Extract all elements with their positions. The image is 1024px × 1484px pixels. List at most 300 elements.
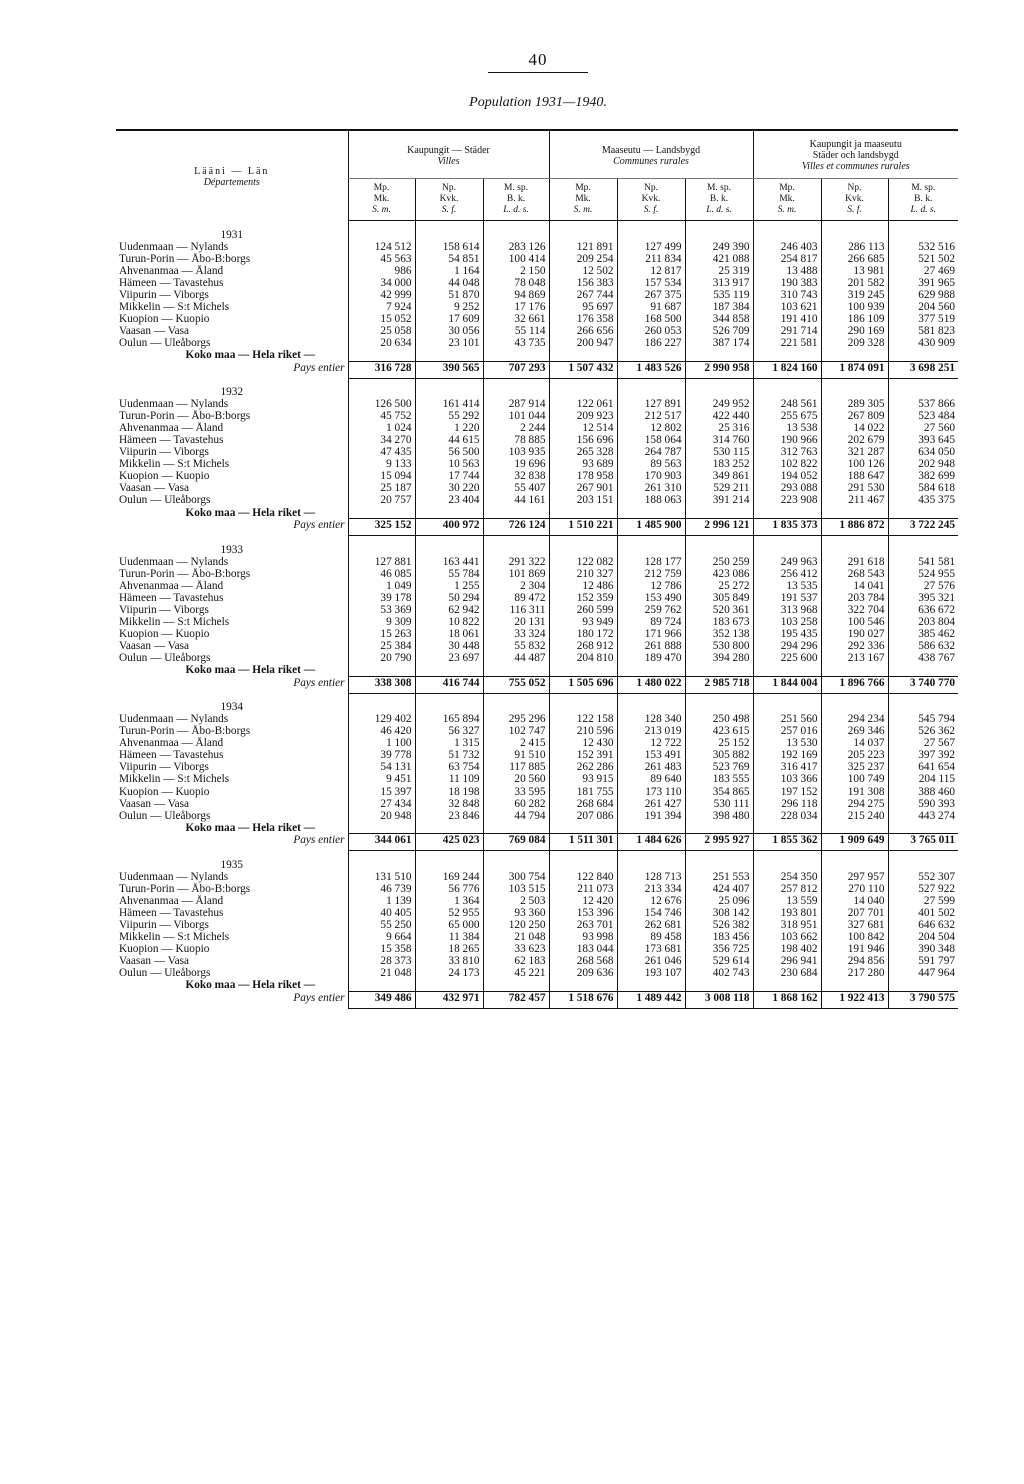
column-header <box>617 179 685 221</box>
year-row <box>116 536 958 556</box>
total-label-fi: Koko maa — Hela riket — <box>185 821 316 834</box>
table-cell: 183 673 <box>685 616 753 628</box>
table-cell: 100 749 <box>821 773 888 785</box>
total-cell: 1 511 301 <box>549 834 617 851</box>
empty-cell <box>348 693 415 713</box>
table-cell: 294 234 <box>821 713 888 725</box>
table-cell: 207 086 <box>549 810 617 822</box>
department-name: Mikkelin — S:t Michels <box>119 458 230 471</box>
department-name: Ahvenanmaa — Åland <box>119 579 224 592</box>
table-row <box>116 265 958 277</box>
table-cell: 527 922 <box>888 883 958 895</box>
table-cell: 39 178 <box>348 592 415 604</box>
table-cell: 261 888 <box>617 640 685 652</box>
table-cell: 100 842 <box>821 931 888 943</box>
column-header-line: S. m. <box>573 205 593 215</box>
table-cell: 225 600 <box>753 652 821 664</box>
table-cell: 153 396 <box>549 907 617 919</box>
table-cell: 215 240 <box>821 810 888 822</box>
total-cell: 1 874 091 <box>821 361 888 378</box>
table-cell: 424 407 <box>685 883 753 895</box>
table-row <box>116 871 958 883</box>
empty-cell <box>888 851 958 871</box>
table-cell: 188 647 <box>821 470 888 482</box>
table-cell: 260 599 <box>549 604 617 616</box>
column-header-line: S. f. <box>847 205 862 215</box>
column-header-line: L. d. s. <box>706 205 732 215</box>
department-name: Oulun — Uleåborgs <box>119 336 211 349</box>
table-cell: 25 319 <box>685 265 753 277</box>
table-cell: 590 393 <box>888 798 958 810</box>
table-cell: 101 044 <box>483 410 549 422</box>
table-cell: 12 514 <box>549 422 617 434</box>
column-header <box>415 179 483 221</box>
total-cell: 1 505 696 <box>549 676 617 693</box>
empty-cell <box>415 979 483 991</box>
table-cell: 78 885 <box>483 434 549 446</box>
table-cell: 1 139 <box>348 895 415 907</box>
table-cell: 986 <box>348 265 415 277</box>
table-cell: 25 152 <box>685 737 753 749</box>
table-cell: 165 894 <box>415 713 483 725</box>
table-cell: 221 581 <box>753 337 821 349</box>
table-cell: 25 272 <box>685 580 753 592</box>
table-row <box>116 580 958 592</box>
table-cell: 300 754 <box>483 871 549 883</box>
table-cell: 430 909 <box>888 337 958 349</box>
table-cell: 93 360 <box>483 907 549 919</box>
group-total-sv: Städer och landsbygd <box>812 150 899 161</box>
table-cell: 124 512 <box>348 241 415 253</box>
empty-cell <box>348 378 415 398</box>
department-name: Kuopion — Kuopio <box>119 470 210 483</box>
table-cell: 94 869 <box>483 289 549 301</box>
table-cell: 131 510 <box>348 871 415 883</box>
table-cell: 264 787 <box>617 446 685 458</box>
table-cell: 170 903 <box>617 470 685 482</box>
table-cell: 191 946 <box>821 943 888 955</box>
table-cell: 186 109 <box>821 313 888 325</box>
table-cell: 193 801 <box>753 907 821 919</box>
table-cell: 584 618 <box>888 482 958 494</box>
table-cell: 12 430 <box>549 737 617 749</box>
table-cell: 1 255 <box>415 580 483 592</box>
table-cell: 530 800 <box>685 640 753 652</box>
department-name: Uudenmaan — Nylands <box>119 870 229 883</box>
table-cell: 12 722 <box>617 737 685 749</box>
table-cell: 190 027 <box>821 628 888 640</box>
table-cell: 268 912 <box>549 640 617 652</box>
table-cell: 197 152 <box>753 786 821 798</box>
column-header-line: M. sp. <box>911 183 936 193</box>
table-cell: 443 274 <box>888 810 958 822</box>
table-row <box>116 301 958 313</box>
department-name: Turun-Porin — Åbo-B:borgs <box>119 725 251 738</box>
table-cell: 266 685 <box>821 253 888 265</box>
table-cell: 634 050 <box>888 446 958 458</box>
table-cell: 537 866 <box>888 398 958 410</box>
empty-cell <box>821 851 888 871</box>
column-header-line: S. f. <box>441 205 457 215</box>
table-cell: 249 952 <box>685 398 753 410</box>
table-cell: 266 656 <box>549 325 617 337</box>
table-cell: 189 470 <box>617 652 685 664</box>
table-cell: 116 311 <box>483 604 549 616</box>
table-cell: 194 052 <box>753 470 821 482</box>
table-cell: 268 684 <box>549 798 617 810</box>
table-cell: 294 296 <box>753 640 821 652</box>
total-row <box>116 519 958 536</box>
empty-cell <box>483 536 549 556</box>
department-name: Viipurin — Viborgs <box>119 918 209 931</box>
empty-cell <box>483 378 549 398</box>
total-cell: 325 152 <box>348 519 415 536</box>
table-cell: 294 275 <box>821 798 888 810</box>
table-cell: 89 563 <box>617 458 685 470</box>
table-cell: 122 840 <box>549 871 617 883</box>
table-cell: 267 809 <box>821 410 888 422</box>
table-cell: 153 491 <box>617 749 685 761</box>
column-header-line: B. k. <box>914 194 933 204</box>
table-cell: 397 392 <box>888 749 958 761</box>
table-cell: 195 435 <box>753 628 821 640</box>
table-cell: 19 696 <box>483 458 549 470</box>
table-cell: 30 220 <box>415 482 483 494</box>
table-cell: 55 832 <box>483 640 549 652</box>
table-cell: 65 000 <box>415 919 483 931</box>
year-row <box>116 378 958 398</box>
table-cell: 17 609 <box>415 313 483 325</box>
table-cell: 9 309 <box>348 616 415 628</box>
table-cell: 56 327 <box>415 725 483 737</box>
table-cell: 100 414 <box>483 253 549 265</box>
table-cell: 268 568 <box>549 955 617 967</box>
table-cell: 1 100 <box>348 737 415 749</box>
table-cell: 91 687 <box>617 301 685 313</box>
total-cell: 1 855 362 <box>753 834 821 851</box>
table-cell: 24 173 <box>415 967 483 979</box>
total-label-fr: Pays entier <box>293 834 345 847</box>
table-cell: 25 384 <box>348 640 415 652</box>
table-cell: 387 174 <box>685 337 753 349</box>
empty-cell <box>821 349 888 361</box>
total-cell: 1 824 160 <box>753 361 821 378</box>
table-cell: 122 082 <box>549 556 617 568</box>
table-cell: 203 151 <box>549 494 617 506</box>
column-header-line: M. sp. <box>706 183 732 193</box>
table-row <box>116 277 958 289</box>
column-header-line: Mk. <box>373 194 390 204</box>
table-cell: 259 762 <box>617 604 685 616</box>
column-header-line: S. f. <box>643 205 659 215</box>
department-name: Uudenmaan — Nylands <box>119 555 229 568</box>
table-cell: 254 350 <box>753 871 821 883</box>
table-cell: 289 305 <box>821 398 888 410</box>
table-cell: 20 757 <box>348 494 415 506</box>
table-cell: 89 640 <box>617 773 685 785</box>
year-label: 1933 <box>220 543 244 556</box>
empty-cell <box>549 664 617 676</box>
table-cell: 228 034 <box>753 810 821 822</box>
table-cell: 27 567 <box>888 737 958 749</box>
table-cell: 385 462 <box>888 628 958 640</box>
table-cell: 52 955 <box>415 907 483 919</box>
total-label-row <box>116 507 958 519</box>
table-cell: 1 220 <box>415 422 483 434</box>
table-cell: 394 280 <box>685 652 753 664</box>
total-cell: 1 489 442 <box>617 991 685 1008</box>
table-cell: 322 704 <box>821 604 888 616</box>
table-cell: 44 161 <box>483 494 549 506</box>
year-row <box>116 851 958 871</box>
department-name: Kuopion — Kuopio <box>119 785 210 798</box>
table-row <box>116 494 958 506</box>
table-cell: 13 538 <box>753 422 821 434</box>
table-cell: 316 417 <box>753 761 821 773</box>
year-row <box>116 221 958 241</box>
table-cell: 541 581 <box>888 556 958 568</box>
department-name: Mikkelin — S:t Michels <box>119 773 230 786</box>
empty-cell <box>483 664 549 676</box>
table-cell: 30 448 <box>415 640 483 652</box>
table-cell: 402 743 <box>685 967 753 979</box>
table-cell: 56 500 <box>415 446 483 458</box>
total-cell: 416 744 <box>415 676 483 693</box>
total-cell: 1 844 004 <box>753 676 821 693</box>
table-cell: 44 048 <box>415 277 483 289</box>
empty-cell <box>617 822 685 834</box>
empty-cell <box>415 664 483 676</box>
total-cell: 3 790 575 <box>888 991 958 1008</box>
table-cell: 18 265 <box>415 943 483 955</box>
table-cell: 91 510 <box>483 749 549 761</box>
column-header-line: Kvk. <box>845 194 864 204</box>
department-name: Turun-Porin — Åbo-B:borgs <box>119 410 251 423</box>
empty-cell <box>888 664 958 676</box>
table-cell: 27 560 <box>888 422 958 434</box>
table-cell: 248 561 <box>753 398 821 410</box>
table-cell: 127 881 <box>348 556 415 568</box>
table-cell: 32 848 <box>415 798 483 810</box>
table-cell: 103 935 <box>483 446 549 458</box>
empty-cell <box>888 221 958 241</box>
table-cell: 202 679 <box>821 434 888 446</box>
empty-cell <box>685 221 753 241</box>
table-cell: 265 328 <box>549 446 617 458</box>
table-cell: 217 280 <box>821 967 888 979</box>
department-name: Hämeen — Tavastehus <box>119 749 224 762</box>
department-name: Uudenmaan — Nylands <box>119 398 229 411</box>
table-cell: 2 415 <box>483 737 549 749</box>
table-row <box>116 640 958 652</box>
group-rural-fr: Communes rurales <box>613 155 689 167</box>
column-header-line: Np. <box>644 183 658 193</box>
empty-cell <box>821 378 888 398</box>
table-cell: 183 252 <box>685 458 753 470</box>
column-header-line: B. k. <box>506 194 526 204</box>
table-cell: 120 250 <box>483 919 549 931</box>
table-cell: 1 164 <box>415 265 483 277</box>
empty-cell <box>549 693 617 713</box>
empty-cell <box>821 664 888 676</box>
table-cell: 2 304 <box>483 580 549 592</box>
table-row <box>116 810 958 822</box>
table-cell: 209 636 <box>549 967 617 979</box>
table-cell: 103 258 <box>753 616 821 628</box>
group-total-fr: Villes et communes rurales <box>801 161 910 172</box>
table-cell: 34 000 <box>348 277 415 289</box>
table-cell: 313 968 <box>753 604 821 616</box>
total-cell: 1 868 162 <box>753 991 821 1008</box>
table-cell: 20 131 <box>483 616 549 628</box>
department-name: Kuopion — Kuopio <box>119 312 210 325</box>
total-cell: 1 835 373 <box>753 519 821 536</box>
empty-cell <box>549 979 617 991</box>
table-cell: 55 407 <box>483 482 549 494</box>
table-cell: 117 885 <box>483 761 549 773</box>
table-cell: 251 560 <box>753 713 821 725</box>
table-cell: 198 402 <box>753 943 821 955</box>
table-cell: 398 480 <box>685 810 753 822</box>
table-cell: 352 138 <box>685 628 753 640</box>
table-cell: 205 223 <box>821 749 888 761</box>
table-cell: 103 515 <box>483 883 549 895</box>
table-cell: 9 252 <box>415 301 483 313</box>
table-cell: 204 560 <box>888 301 958 313</box>
department-name: Mikkelin — S:t Michels <box>119 931 230 944</box>
table-cell: 14 037 <box>821 737 888 749</box>
table-cell: 46 420 <box>348 725 415 737</box>
total-cell: 3 722 245 <box>888 519 958 536</box>
total-label-fi: Koko maa — Hela riket — <box>185 506 316 519</box>
group-towns-fr: Villes <box>437 155 460 167</box>
total-label-fi: Koko maa — Hela riket — <box>185 348 316 361</box>
table-cell: 27 434 <box>348 798 415 810</box>
table-cell: 14 022 <box>821 422 888 434</box>
page-number-rule <box>488 72 588 73</box>
empty-cell <box>549 822 617 834</box>
table-row <box>116 713 958 725</box>
table-cell: 526 709 <box>685 325 753 337</box>
department-name: Oulun — Uleåborgs <box>119 652 211 665</box>
table-cell: 42 999 <box>348 289 415 301</box>
table-cell: 270 110 <box>821 883 888 895</box>
table-cell: 210 596 <box>549 725 617 737</box>
table-cell: 14 041 <box>821 580 888 592</box>
table-cell: 283 126 <box>483 241 549 253</box>
table-cell: 12 676 <box>617 895 685 907</box>
table-cell: 523 484 <box>888 410 958 422</box>
table-cell: 21 048 <box>483 931 549 943</box>
table-cell: 32 838 <box>483 470 549 482</box>
table-cell: 1 315 <box>415 737 483 749</box>
total-cell: 2 985 718 <box>685 676 753 693</box>
table-cell: 161 414 <box>415 398 483 410</box>
total-row <box>116 676 958 693</box>
department-name: Viipurin — Viborgs <box>119 288 209 301</box>
empty-cell <box>617 693 685 713</box>
table-cell: 313 917 <box>685 277 753 289</box>
table-cell: 211 834 <box>617 253 685 265</box>
group-rural-fi: Maaseutu — Landsbygd <box>601 144 701 156</box>
table-row <box>116 628 958 640</box>
table-cell: 532 516 <box>888 241 958 253</box>
table-cell: 286 113 <box>821 241 888 253</box>
table-cell: 128 340 <box>617 713 685 725</box>
empty-cell <box>415 536 483 556</box>
total-cell: 1 485 900 <box>617 519 685 536</box>
table-cell: 129 402 <box>348 713 415 725</box>
table-cell: 12 420 <box>549 895 617 907</box>
table-cell: 305 849 <box>685 592 753 604</box>
department-name: Viipurin — Viborgs <box>119 603 209 616</box>
table-cell: 176 358 <box>549 313 617 325</box>
table-cell: 95 697 <box>549 301 617 313</box>
table-cell: 55 250 <box>348 919 415 931</box>
table-row <box>116 446 958 458</box>
table-cell: 1 024 <box>348 422 415 434</box>
empty-cell <box>685 693 753 713</box>
department-name: Kuopion — Kuopio <box>119 943 210 956</box>
table-cell: 27 599 <box>888 895 958 907</box>
table-cell: 191 394 <box>617 810 685 822</box>
empty-cell <box>348 822 415 834</box>
table-cell: 2 244 <box>483 422 549 434</box>
department-name: Viipurin — Viborgs <box>119 446 209 459</box>
table-cell: 157 534 <box>617 277 685 289</box>
empty-cell <box>888 507 958 519</box>
table-cell: 23 697 <box>415 652 483 664</box>
table-cell: 186 227 <box>617 337 685 349</box>
table-cell: 401 502 <box>888 907 958 919</box>
table-row <box>116 556 958 568</box>
table-cell: 43 735 <box>483 337 549 349</box>
table-cell: 103 621 <box>753 301 821 313</box>
table-cell: 230 684 <box>753 967 821 979</box>
empty-cell <box>483 851 549 871</box>
row-label-fi: Lääni — Län <box>194 165 270 177</box>
table-cell: 53 369 <box>348 604 415 616</box>
table-cell: 257 812 <box>753 883 821 895</box>
total-cell: 1 483 526 <box>617 361 685 378</box>
table-cell: 204 504 <box>888 931 958 943</box>
table-cell: 296 118 <box>753 798 821 810</box>
table-cell: 44 487 <box>483 652 549 664</box>
table-row <box>116 967 958 979</box>
total-cell: 316 728 <box>348 361 415 378</box>
total-cell: 769 084 <box>483 834 549 851</box>
total-cell: 1 507 432 <box>549 361 617 378</box>
table-cell: 1 049 <box>348 580 415 592</box>
empty-cell <box>821 536 888 556</box>
table-cell: 267 901 <box>549 482 617 494</box>
table-cell: 13 981 <box>821 265 888 277</box>
table-cell: 2 150 <box>483 265 549 277</box>
table-cell: 268 543 <box>821 568 888 580</box>
table-cell: 521 502 <box>888 253 958 265</box>
table-cell: 25 058 <box>348 325 415 337</box>
empty-cell <box>685 664 753 676</box>
empty-cell <box>888 693 958 713</box>
table-cell: 250 259 <box>685 556 753 568</box>
table-cell: 212 517 <box>617 410 685 422</box>
total-cell: 782 457 <box>483 991 549 1008</box>
empty-cell <box>753 979 821 991</box>
total-cell: 349 486 <box>348 991 415 1008</box>
table-cell: 211 467 <box>821 494 888 506</box>
table-cell: 545 794 <box>888 713 958 725</box>
table-cell: 12 802 <box>617 422 685 434</box>
